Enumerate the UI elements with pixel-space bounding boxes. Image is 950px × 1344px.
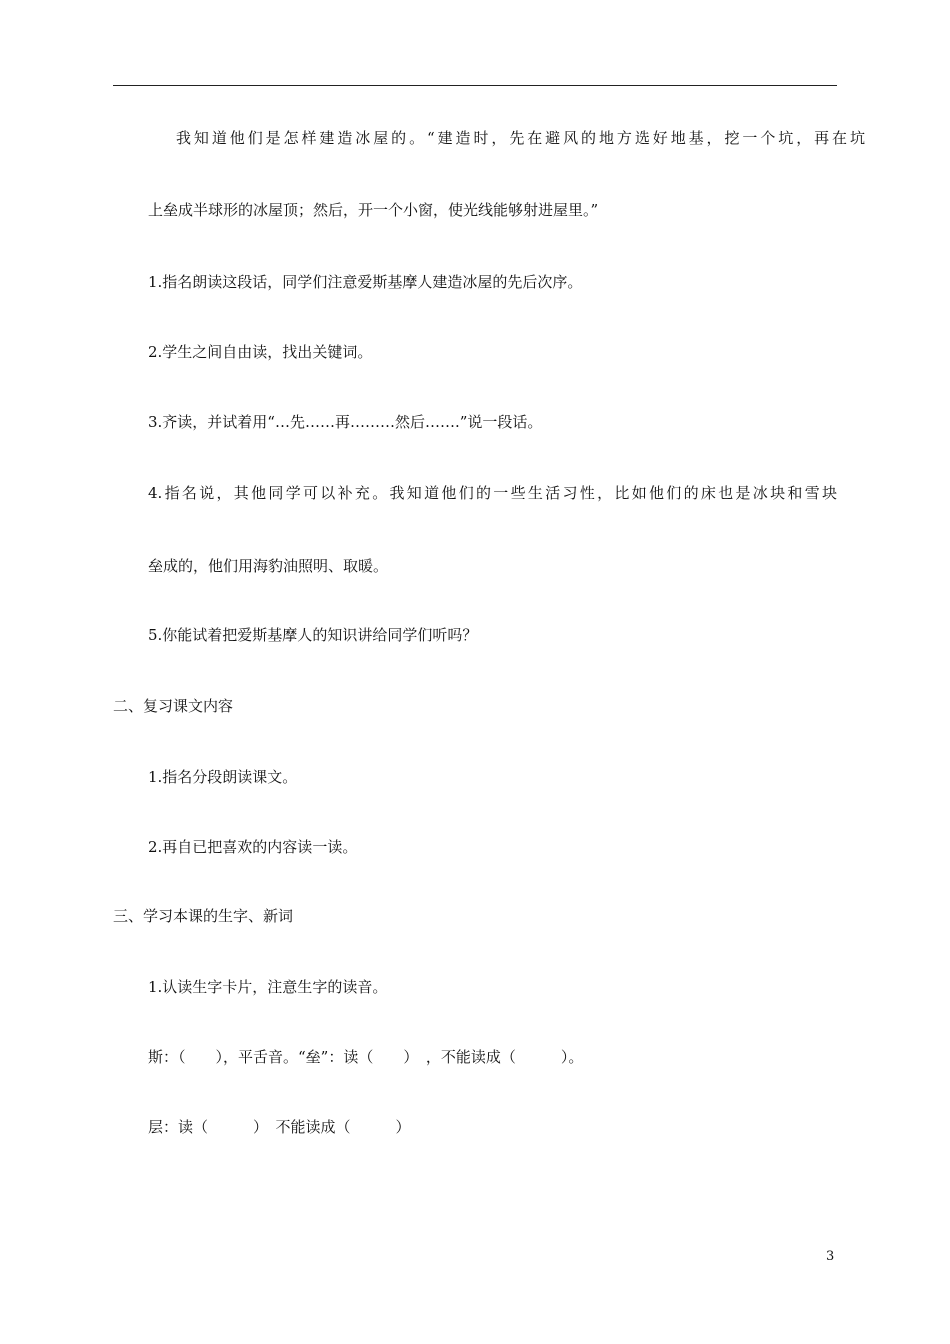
paragraph-line: 我知道他们是怎样建造冰屋的。“建造时，先在避风的地方选好地基，挖一个坑，再在坑 [176, 129, 865, 147]
paragraph-line: 上垒成半球形的冰屋顶；然后，开一个小窗，使光线能够射进屋里。” [148, 201, 599, 219]
list-item: 1.认读生字卡片，注意生字的读音。 [148, 978, 388, 996]
list-item: 4.指名说，其他同学可以补充。我知道他们的一些生活习性，比如他们的床也是冰块和雪块 [148, 484, 837, 502]
section-heading: 二、复习课文内容 [113, 697, 234, 715]
list-item: 2.再自已把喜欢的内容读一读。 [148, 838, 358, 856]
list-item: 5.你能试着把爱斯基摩人的知识讲给同学们听吗？ [148, 626, 478, 644]
list-item: 1.指名朗读这段话，同学们注意爱斯基摩人建造冰屋的先后次序。 [148, 273, 583, 291]
list-item: 2.学生之间自由读，找出关键词。 [148, 343, 373, 361]
section-heading: 三、学习本课的生字、新词 [113, 907, 294, 925]
list-item-continuation: 垒成的，他们用海豹油照明、取暖。 [148, 557, 389, 575]
exercise-line: 斯：（ ），平舌音。“垒”：读（ ） ，不能读成（ ）。 [148, 1048, 584, 1066]
header-rule [113, 85, 837, 86]
list-item: 3.齐读，并试着用“…先……再………然后…….”说一段话。 [148, 413, 543, 431]
page-number: 3 [826, 1249, 835, 1264]
exercise-line: 层：读（ ） 不能读成（ ） [148, 1118, 411, 1136]
list-item: 1.指名分段朗读课文。 [148, 768, 298, 786]
